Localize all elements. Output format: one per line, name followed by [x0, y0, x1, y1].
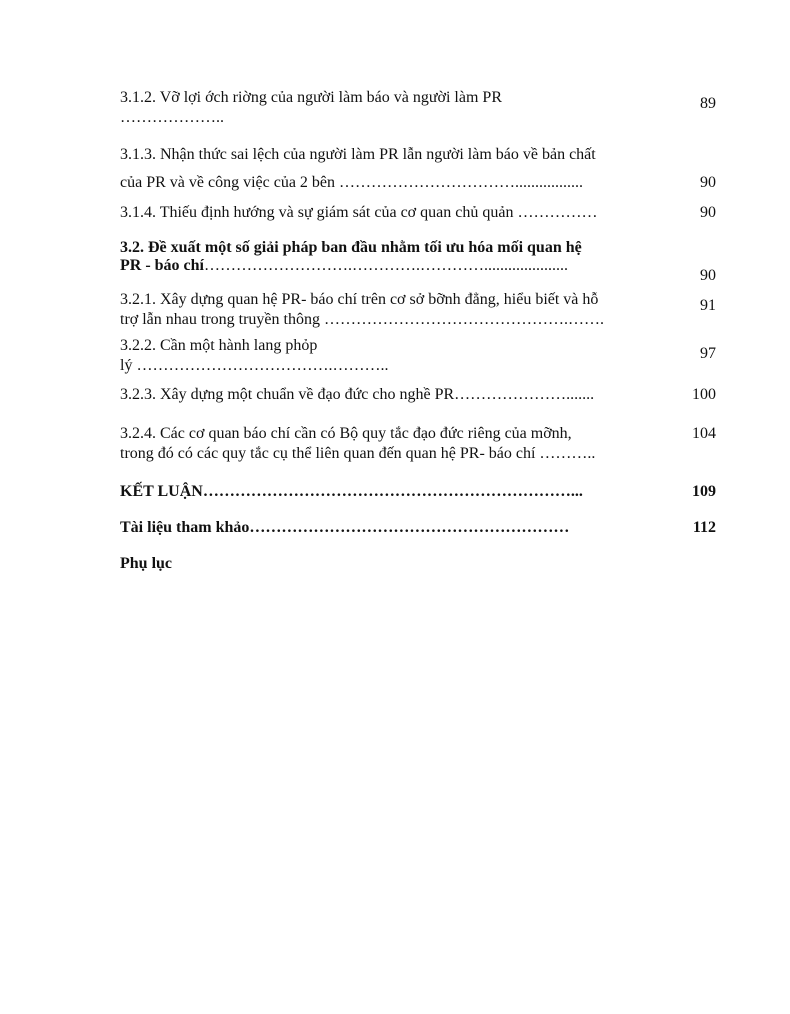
toc-entry-text-continued: của PR và về công việc của 2 bên ……………………………................. [120, 174, 584, 191]
toc-page-number: 90 [700, 267, 716, 284]
toc-page-number: 91 [700, 297, 716, 314]
toc-entry-3-2-2 [120, 336, 716, 378]
toc-entry-text: 3.2.4. Các cơ quan báo chí cần có Bộ quy tắc đạo đức riêng của mỡnh, [120, 425, 572, 442]
toc-page-number: 100 [692, 386, 716, 403]
toc-entry-3-1-3 [120, 145, 716, 195]
toc-entry-text-continued: lý ……………………………….……….. [120, 357, 389, 374]
toc-entry-text-continued: trong đó có các quy tắc cụ thể liên quan đến quan hệ PR- báo chí ……….. [120, 445, 596, 462]
toc-section-heading: Phụ lục [120, 555, 173, 572]
toc-entry-ket-luan [120, 482, 716, 504]
toc-entry-dots: ……………….. [120, 109, 224, 126]
toc-entry-text: 3.1.4. Thiếu định hướng và sự giám sát của cơ quan chủ quản …………… [120, 204, 598, 221]
toc-entry-3-1-2 [120, 88, 716, 132]
toc-entry-text: 3.1.2. Vỡ lợi ớch riờng của người làm báo và người làm PR [120, 89, 502, 106]
toc-entry-appendix [120, 554, 716, 576]
toc-entry-text: 3.1.3. Nhận thức sai lệch của người làm PR lẫn người làm báo về bản chất [120, 146, 596, 163]
toc-section-heading: 3.2. Đề xuất một số giải pháp ban đầu nhằm tối ưu hóa mối quan hệ [120, 239, 582, 256]
toc-section-heading: KẾT LUẬN……………………………………………………………... [120, 483, 583, 500]
toc-page-number: 90 [700, 204, 716, 221]
toc-entry-3-2 [120, 238, 716, 286]
toc-page-number: 89 [700, 95, 716, 112]
toc-page-number: 112 [692, 519, 716, 536]
toc-entry-text-continued: trợ lẫn nhau trong truyền thông ……………………………………….……. [120, 311, 604, 328]
toc-page-number: 90 [700, 174, 716, 191]
toc-entry-text: 3.2.1. Xây dựng quan hệ PR- báo chí trên cơ sở bỡnh đẳng, hiểu biết và hỗ [120, 291, 599, 308]
toc-section-heading: Tài liệu tham khảo…………………………………………………… [120, 519, 570, 536]
toc-entry-3-2-1 [120, 290, 716, 332]
toc-entry-text: 3.2.3. Xây dựng một chuẩn về đạo đức cho nghề PR…………………....... [120, 386, 595, 403]
toc-entry-references [120, 518, 716, 540]
toc-section-heading-continued: PR - báo chí [120, 257, 204, 274]
toc-entry-3-2-4 [120, 424, 716, 466]
toc-page-number: 97 [700, 345, 716, 362]
toc-entry-3-1-4 [120, 203, 716, 225]
toc-entry-text: 3.2.2. Cần một hành lang phỏp [120, 337, 318, 354]
toc-page-number: 109 [692, 483, 716, 500]
toc-entry-3-2-3 [120, 385, 716, 407]
toc-entry-dots: ……………………….………….…………..................... [204, 257, 568, 274]
toc-page-number: 104 [692, 425, 716, 442]
toc-entry-text-continued [120, 256, 568, 276]
